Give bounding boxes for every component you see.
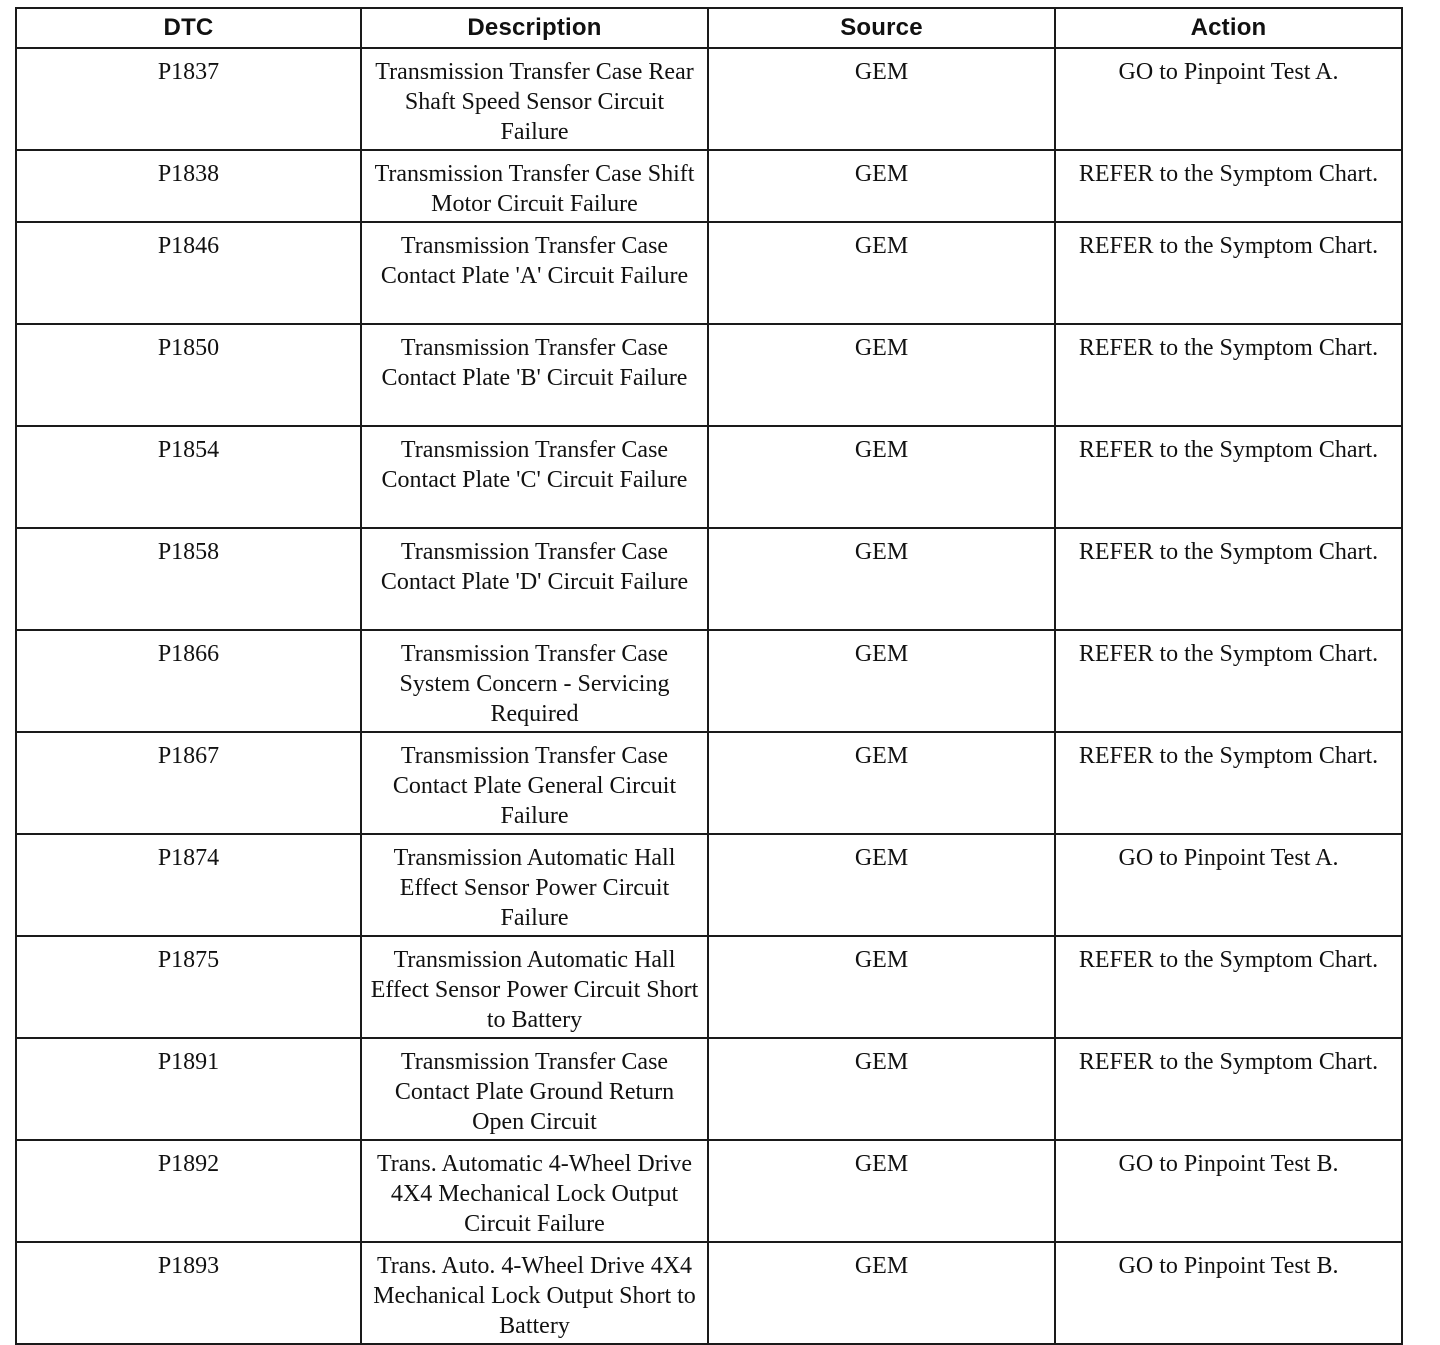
description-cell: Transmission Automatic Hall Effect Sensor Power Circuit Failure	[361, 834, 708, 936]
action-cell: REFER to the Symptom Chart.	[1055, 1038, 1402, 1140]
table-row	[16, 1140, 1402, 1242]
dtc-cell: P1893	[16, 1242, 361, 1344]
table-row	[16, 528, 1402, 630]
source-cell: GEM	[708, 426, 1055, 528]
description-cell: Transmission Automatic Hall Effect Sensor Power Circuit Short to Battery	[361, 936, 708, 1038]
dtc-table	[15, 7, 1403, 1345]
dtc-cell: P1874	[16, 834, 361, 936]
action-cell: REFER to the Symptom Chart.	[1055, 630, 1402, 732]
description-cell: Trans. Automatic 4-Wheel Drive 4X4 Mechanical Lock Output Circuit Failure	[361, 1140, 708, 1242]
table-row	[16, 630, 1402, 732]
description-cell: Transmission Transfer Case Contact Plate 'C' Circuit Failure	[361, 426, 708, 528]
source-cell: GEM	[708, 732, 1055, 834]
action-cell: GO to Pinpoint Test B.	[1055, 1140, 1402, 1242]
dtc-cell: P1875	[16, 936, 361, 1038]
dtc-cell: P1892	[16, 1140, 361, 1242]
description-cell: Transmission Transfer Case Rear Shaft Speed Sensor Circuit Failure	[361, 48, 708, 150]
source-cell: GEM	[708, 528, 1055, 630]
description-cell: Transmission Transfer Case Contact Plate General Circuit Failure	[361, 732, 708, 834]
description-cell: Transmission Transfer Case Contact Plate Ground Return Open Circuit	[361, 1038, 708, 1140]
table-row	[16, 150, 1402, 222]
dtc-cell: P1838	[16, 150, 361, 222]
source-cell: GEM	[708, 630, 1055, 732]
action-cell: REFER to the Symptom Chart.	[1055, 150, 1402, 222]
action-cell: GO to Pinpoint Test A.	[1055, 834, 1402, 936]
description-cell: Transmission Transfer Case System Concern - Servicing Required	[361, 630, 708, 732]
table-row	[16, 936, 1402, 1038]
table-row	[16, 1038, 1402, 1140]
action-cell: GO to Pinpoint Test B.	[1055, 1242, 1402, 1344]
source-cell: GEM	[708, 1242, 1055, 1344]
source-cell: GEM	[708, 150, 1055, 222]
action-cell: GO to Pinpoint Test A.	[1055, 48, 1402, 150]
dtc-cell: P1854	[16, 426, 361, 528]
source-cell: GEM	[708, 1038, 1055, 1140]
source-cell: GEM	[708, 936, 1055, 1038]
source-cell: GEM	[708, 834, 1055, 936]
table-row	[16, 732, 1402, 834]
dtc-cell: P1837	[16, 48, 361, 150]
description-cell: Transmission Transfer Case Shift Motor Circuit Failure	[361, 150, 708, 222]
action-cell: REFER to the Symptom Chart.	[1055, 426, 1402, 528]
table-row	[16, 222, 1402, 324]
table-body	[16, 48, 1402, 1344]
action-cell: REFER to the Symptom Chart.	[1055, 732, 1402, 834]
table-row	[16, 1242, 1402, 1344]
action-cell: REFER to the Symptom Chart.	[1055, 528, 1402, 630]
action-cell: REFER to the Symptom Chart.	[1055, 936, 1402, 1038]
action-cell: REFER to the Symptom Chart.	[1055, 324, 1402, 426]
table-header	[16, 8, 1402, 48]
description-cell: Transmission Transfer Case Contact Plate 'A' Circuit Failure	[361, 222, 708, 324]
source-cell: GEM	[708, 324, 1055, 426]
dtc-cell: P1846	[16, 222, 361, 324]
dtc-cell: P1867	[16, 732, 361, 834]
header-dtc: DTC	[16, 8, 361, 48]
source-cell: GEM	[708, 48, 1055, 150]
source-cell: GEM	[708, 222, 1055, 324]
header-source: Source	[708, 8, 1055, 48]
table-row	[16, 834, 1402, 936]
table-row	[16, 426, 1402, 528]
dtc-cell: P1866	[16, 630, 361, 732]
header-row	[16, 8, 1402, 48]
description-cell: Transmission Transfer Case Contact Plate 'B' Circuit Failure	[361, 324, 708, 426]
description-cell: Trans. Auto. 4-Wheel Drive 4X4 Mechanical Lock Output Short to Battery	[361, 1242, 708, 1344]
table-row	[16, 324, 1402, 426]
dtc-cell: P1891	[16, 1038, 361, 1140]
table-row	[16, 48, 1402, 150]
description-cell: Transmission Transfer Case Contact Plate 'D' Circuit Failure	[361, 528, 708, 630]
dtc-cell: P1850	[16, 324, 361, 426]
dtc-cell: P1858	[16, 528, 361, 630]
action-cell: REFER to the Symptom Chart.	[1055, 222, 1402, 324]
header-action: Action	[1055, 8, 1402, 48]
source-cell: GEM	[708, 1140, 1055, 1242]
header-description: Description	[361, 8, 708, 48]
